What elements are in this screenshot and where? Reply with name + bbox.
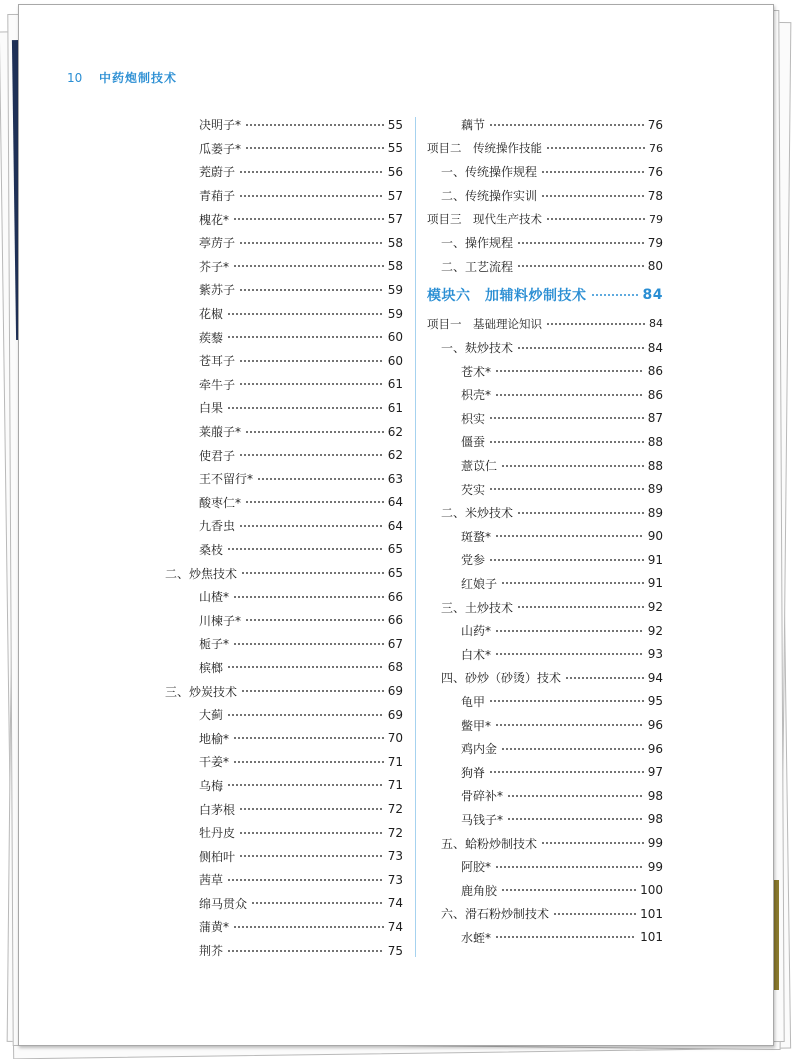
toc-entry-title: 项目三 现代生产技术 bbox=[427, 212, 542, 227]
toc-entry-title: 二、工艺流程 bbox=[441, 259, 514, 274]
toc-entry-page: 76 bbox=[649, 141, 663, 155]
toc-entry-page: 62 bbox=[387, 448, 403, 463]
toc-entry-title: 鳖甲* bbox=[461, 718, 492, 733]
toc-entry-page: 87 bbox=[647, 411, 663, 426]
toc-leader-dots bbox=[489, 124, 644, 126]
toc-entry-page: 86 bbox=[647, 387, 663, 402]
toc-leader-dots bbox=[227, 879, 384, 881]
toc-leader-dots bbox=[501, 889, 636, 891]
toc-entry-page: 99 bbox=[647, 836, 663, 851]
toc-page bbox=[18, 4, 774, 1046]
toc-entry-page: 88 bbox=[647, 434, 663, 449]
toc-leader-dots bbox=[239, 171, 384, 173]
toc-entry-title: 二、米炒技术 bbox=[441, 506, 514, 521]
toc-entry[interactable] bbox=[165, 278, 403, 302]
toc-entry[interactable] bbox=[165, 750, 403, 774]
toc-entry-page: 94 bbox=[647, 670, 663, 685]
toc-leader-dots bbox=[239, 454, 384, 456]
toc-entry-page: 98 bbox=[647, 812, 663, 827]
toc-leader-dots bbox=[501, 748, 644, 750]
toc-entry-page: 59 bbox=[387, 306, 403, 321]
toc-entry-title: 薏苡仁 bbox=[461, 459, 498, 474]
toc-entry-title: 栀子* bbox=[199, 637, 230, 652]
toc-entry[interactable] bbox=[427, 312, 663, 336]
toc-entry-title: 酸枣仁* bbox=[199, 495, 242, 510]
toc-entry-page: 65 bbox=[387, 566, 403, 581]
toc-entry-title: 一、操作规程 bbox=[441, 236, 514, 251]
toc-entry[interactable] bbox=[427, 666, 663, 690]
toc-entry-title: 干姜* bbox=[199, 755, 230, 770]
toc-entry[interactable] bbox=[427, 831, 663, 855]
toc-entry-title: 红娘子 bbox=[461, 576, 498, 591]
toc-leader-dots bbox=[517, 265, 644, 267]
toc-entry-page: 80 bbox=[647, 259, 663, 274]
toc-entry-page: 98 bbox=[647, 788, 663, 803]
toc-leader-dots bbox=[227, 336, 384, 338]
toc-entry[interactable] bbox=[427, 430, 663, 454]
toc-entry[interactable] bbox=[165, 491, 403, 515]
toc-entry[interactable] bbox=[427, 902, 663, 926]
toc-entry-page: 101 bbox=[640, 930, 663, 945]
toc-entry-page: 56 bbox=[387, 164, 403, 179]
toc-entry-page: 95 bbox=[647, 694, 663, 709]
toc-entry-page: 91 bbox=[647, 576, 663, 591]
toc-entry-title: 四、砂炒（砂烫）技术 bbox=[441, 671, 562, 686]
toc-entry-title: 白术* bbox=[461, 647, 492, 662]
toc-entry-title: 藕节 bbox=[461, 118, 486, 133]
toc-entry-page: 68 bbox=[387, 660, 403, 675]
toc-entry-title: 白茅根 bbox=[199, 802, 236, 817]
toc-entry-page: 76 bbox=[647, 117, 663, 132]
toc-leader-dots bbox=[245, 501, 384, 503]
toc-entry-page: 91 bbox=[647, 552, 663, 567]
toc-entry-title: 王不留行* bbox=[199, 472, 254, 487]
toc-entry-title: 山楂* bbox=[199, 590, 230, 605]
toc-entry[interactable] bbox=[427, 808, 663, 832]
toc-entry-page: 64 bbox=[387, 495, 403, 510]
toc-leader-dots bbox=[245, 124, 384, 126]
toc-entry-title: 鹿角胶 bbox=[461, 883, 498, 898]
toc-entry-title: 项目二 传统操作技能 bbox=[427, 141, 542, 156]
toc-entry[interactable] bbox=[427, 548, 663, 572]
toc-entry[interactable] bbox=[427, 572, 663, 596]
toc-entry-title: 紫苏子 bbox=[199, 283, 236, 298]
toc-entry-page: 69 bbox=[387, 684, 403, 699]
toc-leader-dots bbox=[245, 147, 384, 149]
toc-leader-dots bbox=[227, 313, 384, 315]
toc-entry-title: 茺蔚子 bbox=[199, 165, 236, 180]
toc-entry-page: 90 bbox=[647, 529, 663, 544]
toc-entry-title: 绵马贯众 bbox=[199, 896, 248, 911]
toc-entry-page: 59 bbox=[387, 282, 403, 297]
toc-entry[interactable] bbox=[165, 656, 403, 680]
toc-entry-title: 三、土炒技术 bbox=[441, 600, 514, 615]
toc-entry[interactable] bbox=[165, 325, 403, 349]
toc-leader-dots bbox=[553, 913, 636, 915]
toc-leader-dots bbox=[239, 289, 384, 291]
toc-entry[interactable] bbox=[165, 231, 403, 255]
toc-entry-page: 93 bbox=[647, 647, 663, 662]
toc-entry-title: 山药* bbox=[461, 624, 492, 639]
toc-entry-title: 苍耳子 bbox=[199, 354, 236, 369]
toc-entry[interactable] bbox=[165, 797, 403, 821]
toc-leader-dots bbox=[517, 606, 644, 608]
toc-entry-page: 92 bbox=[647, 600, 663, 615]
toc-leader-dots bbox=[501, 582, 644, 584]
toc-right-column bbox=[427, 113, 663, 949]
toc-entry-title: 苍术* bbox=[461, 364, 492, 379]
toc-leader-dots bbox=[489, 441, 644, 443]
toc-entry-page: 74 bbox=[387, 896, 403, 911]
toc-entry-page: 92 bbox=[647, 623, 663, 638]
toc-entry-title: 狗脊 bbox=[461, 765, 486, 780]
toc-leader-dots bbox=[591, 294, 639, 296]
toc-entry-title: 阿胶* bbox=[461, 860, 492, 875]
toc-entry[interactable] bbox=[165, 255, 403, 279]
toc-entry[interactable] bbox=[165, 939, 403, 963]
toc-entry[interactable] bbox=[165, 915, 403, 939]
toc-entry-title: 僵蚕 bbox=[461, 435, 486, 450]
toc-leader-dots bbox=[233, 761, 384, 763]
toc-entry-title: 一、传统操作规程 bbox=[441, 165, 538, 180]
toc-leader-dots bbox=[541, 171, 644, 173]
toc-leader-dots bbox=[239, 525, 384, 527]
toc-leader-dots bbox=[541, 195, 644, 197]
toc-entry[interactable] bbox=[427, 231, 663, 255]
toc-entry[interactable] bbox=[165, 679, 403, 703]
toc-entry-title: 蒲黄* bbox=[199, 920, 230, 935]
toc-entry-page: 61 bbox=[387, 377, 403, 392]
toc-entry[interactable] bbox=[165, 561, 403, 585]
toc-entry-page: 55 bbox=[387, 141, 403, 156]
toc-leader-dots bbox=[227, 784, 384, 786]
toc-entry[interactable] bbox=[165, 538, 403, 562]
toc-entry-title: 茜草 bbox=[199, 873, 224, 888]
toc-entry-page: 65 bbox=[387, 542, 403, 557]
toc-entry-page: 79 bbox=[647, 235, 663, 250]
toc-leader-dots bbox=[507, 795, 644, 797]
toc-entry-title: 模块六 加辅料炒制技术 bbox=[427, 288, 587, 305]
toc-entry-title: 党参 bbox=[461, 553, 486, 568]
toc-entry-page: 86 bbox=[647, 364, 663, 379]
toc-leader-dots bbox=[495, 936, 636, 938]
toc-entry-page: 78 bbox=[647, 188, 663, 203]
toc-entry-title: 乌梅 bbox=[199, 778, 224, 793]
toc-entry[interactable] bbox=[165, 160, 403, 184]
toc-entry-page: 60 bbox=[387, 353, 403, 368]
toc-entry-page: 64 bbox=[387, 518, 403, 533]
toc-leader-dots bbox=[245, 619, 384, 621]
toc-leader-dots bbox=[239, 195, 384, 197]
toc-entry-page: 67 bbox=[387, 636, 403, 651]
toc-entry-title: 荆芥 bbox=[199, 944, 224, 959]
toc-leader-dots bbox=[489, 559, 644, 561]
toc-entry-title: 牡丹皮 bbox=[199, 826, 236, 841]
toc-entry-title: 葶苈子 bbox=[199, 236, 236, 251]
toc-entry-title: 桑枝 bbox=[199, 542, 224, 557]
toc-entry-title: 侧柏叶 bbox=[199, 849, 236, 864]
toc-entry[interactable] bbox=[427, 926, 663, 950]
toc-entry-page: 89 bbox=[647, 505, 663, 520]
toc-leader-dots bbox=[541, 842, 644, 844]
toc-leader-dots bbox=[227, 666, 384, 668]
toc-entry-title: 使君子 bbox=[199, 448, 236, 463]
toc-entry-title: 青葙子 bbox=[199, 189, 236, 204]
toc-leader-dots bbox=[251, 902, 384, 904]
toc-entry[interactable] bbox=[165, 585, 403, 609]
toc-entry-page: 63 bbox=[387, 471, 403, 486]
toc-entry-page: 72 bbox=[387, 802, 403, 817]
toc-entry-page: 84 bbox=[642, 287, 663, 304]
toc-leader-dots bbox=[495, 724, 644, 726]
toc-entry-page: 66 bbox=[387, 613, 403, 628]
toc-entry-page: 99 bbox=[647, 859, 663, 874]
toc-leader-dots bbox=[239, 383, 384, 385]
column-divider bbox=[415, 117, 416, 957]
toc-entry[interactable] bbox=[427, 595, 663, 619]
toc-entry[interactable] bbox=[165, 514, 403, 538]
toc-entry-page: 100 bbox=[640, 883, 663, 898]
toc-entry-page: 73 bbox=[387, 849, 403, 864]
toc-leader-dots bbox=[257, 478, 384, 480]
toc-entry-page: 96 bbox=[647, 718, 663, 733]
toc-entry-title: 芡实 bbox=[461, 482, 486, 497]
toc-entry-page: 88 bbox=[647, 458, 663, 473]
toc-entry-title: 白果 bbox=[199, 401, 224, 416]
toc-entry-page: 70 bbox=[387, 731, 403, 746]
toc-entry[interactable] bbox=[165, 137, 403, 161]
toc-leader-dots bbox=[233, 643, 384, 645]
toc-entry[interactable] bbox=[165, 774, 403, 798]
toc-entry-title: 蒺藜 bbox=[199, 330, 224, 345]
toc-entry[interactable] bbox=[165, 207, 403, 231]
page-number: 10 bbox=[67, 71, 83, 85]
toc-entry[interactable] bbox=[427, 359, 663, 383]
toc-entry[interactable] bbox=[427, 137, 663, 161]
toc-entry-title: 枳实 bbox=[461, 411, 486, 426]
toc-entry[interactable] bbox=[427, 690, 663, 714]
toc-entry[interactable] bbox=[427, 477, 663, 501]
toc-entry-title: 骨碎补* bbox=[461, 789, 504, 804]
toc-leader-dots bbox=[233, 218, 384, 220]
toc-entry[interactable] bbox=[165, 608, 403, 632]
toc-entry-title: 水蛭* bbox=[461, 930, 492, 945]
toc-entry-title: 牵牛子 bbox=[199, 377, 236, 392]
toc-leader-dots bbox=[501, 465, 644, 467]
toc-entry-page: 84 bbox=[647, 340, 663, 355]
toc-leader-dots bbox=[241, 690, 384, 692]
toc-entry-title: 二、炒焦技术 bbox=[165, 566, 238, 581]
toc-entry-title: 五、蛤粉炒制技术 bbox=[441, 836, 538, 851]
toc-entry-title: 槟榔 bbox=[199, 660, 224, 675]
toc-entry[interactable] bbox=[427, 525, 663, 549]
toc-entry[interactable] bbox=[427, 184, 663, 208]
toc-entry[interactable] bbox=[165, 703, 403, 727]
toc-entry-page: 76 bbox=[647, 164, 663, 179]
toc-entry-page: 62 bbox=[387, 424, 403, 439]
toc-entry-page: 101 bbox=[640, 906, 663, 921]
toc-entry-title: 芥子* bbox=[199, 259, 230, 274]
toc-entry-page: 96 bbox=[647, 741, 663, 756]
toc-leader-dots bbox=[546, 147, 645, 149]
toc-entry-page: 75 bbox=[387, 943, 403, 958]
toc-leader-dots bbox=[517, 512, 644, 514]
toc-entry-page: 79 bbox=[649, 212, 663, 226]
toc-leader-dots bbox=[233, 737, 384, 739]
toc-entry[interactable] bbox=[165, 821, 403, 845]
toc-entry[interactable] bbox=[165, 892, 403, 916]
toc-entry-page: 60 bbox=[387, 330, 403, 345]
toc-entry-title: 一、麸炒技术 bbox=[441, 341, 514, 356]
toc-leader-dots bbox=[495, 370, 644, 372]
toc-leader-dots bbox=[489, 488, 644, 490]
toc-leader-dots bbox=[495, 653, 644, 655]
toc-entry-title: 马钱子* bbox=[461, 812, 504, 827]
toc-leader-dots bbox=[489, 771, 644, 773]
toc-entry[interactable] bbox=[165, 113, 403, 137]
toc-entry-page: 55 bbox=[387, 117, 403, 132]
toc-leader-dots bbox=[239, 242, 384, 244]
toc-entry[interactable] bbox=[165, 443, 403, 467]
toc-entry[interactable] bbox=[165, 726, 403, 750]
toc-entry-page: 66 bbox=[387, 589, 403, 604]
toc-left-column bbox=[165, 113, 403, 962]
toc-entry-title: 鸡内金 bbox=[461, 742, 498, 757]
toc-entry[interactable] bbox=[427, 207, 663, 231]
toc-entry[interactable] bbox=[427, 407, 663, 431]
toc-entry[interactable] bbox=[165, 302, 403, 326]
page-header bbox=[67, 69, 177, 86]
toc-entry[interactable] bbox=[165, 184, 403, 208]
toc-leader-dots bbox=[241, 572, 384, 574]
toc-leader-dots bbox=[239, 360, 384, 362]
toc-entry-title: 槐花* bbox=[199, 212, 230, 227]
toc-entry[interactable] bbox=[427, 336, 663, 360]
toc-entry[interactable] bbox=[427, 784, 663, 808]
toc-entry[interactable] bbox=[427, 160, 663, 184]
toc-entry-title: 项目一 基础理论知识 bbox=[427, 316, 542, 331]
toc-entry[interactable] bbox=[427, 713, 663, 737]
toc-entry-title: 莱菔子* bbox=[199, 425, 242, 440]
toc-entry[interactable] bbox=[427, 454, 663, 478]
toc-entry[interactable] bbox=[427, 255, 663, 279]
toc-leader-dots bbox=[546, 218, 645, 220]
toc-leader-dots bbox=[517, 242, 644, 244]
book-title: 中药炮制技术 bbox=[99, 71, 178, 85]
toc-entry-title: 六、滑石粉炒制技术 bbox=[441, 907, 550, 922]
toc-module-heading[interactable] bbox=[427, 278, 663, 312]
toc-entry-title: 二、传统操作实训 bbox=[441, 189, 538, 204]
toc-leader-dots bbox=[227, 548, 384, 550]
toc-leader-dots bbox=[565, 677, 644, 679]
toc-entry-page: 58 bbox=[387, 235, 403, 250]
toc-entry[interactable] bbox=[165, 420, 403, 444]
toc-leader-dots bbox=[227, 714, 384, 716]
toc-entry[interactable] bbox=[427, 619, 663, 643]
toc-leader-dots bbox=[495, 394, 644, 396]
toc-entry[interactable] bbox=[427, 855, 663, 879]
toc-entry[interactable] bbox=[427, 878, 663, 902]
toc-entry-page: 57 bbox=[387, 212, 403, 227]
toc-entry-title: 枳壳* bbox=[461, 388, 492, 403]
toc-entry-title: 大蓟 bbox=[199, 708, 224, 723]
toc-entry[interactable] bbox=[427, 642, 663, 666]
toc-entry[interactable] bbox=[165, 373, 403, 397]
toc-leader-dots bbox=[233, 926, 384, 928]
toc-entry[interactable] bbox=[427, 501, 663, 525]
toc-entry[interactable] bbox=[165, 868, 403, 892]
toc-leader-dots bbox=[233, 265, 384, 267]
toc-entry[interactable] bbox=[165, 349, 403, 373]
toc-entry-page: 72 bbox=[387, 825, 403, 840]
toc-entry[interactable] bbox=[427, 760, 663, 784]
toc-leader-dots bbox=[546, 323, 645, 325]
toc-leader-dots bbox=[495, 535, 644, 537]
toc-leader-dots bbox=[507, 818, 644, 820]
toc-leader-dots bbox=[495, 866, 644, 868]
toc-leader-dots bbox=[517, 347, 644, 349]
toc-entry-page: 57 bbox=[387, 188, 403, 203]
toc-entry-page: 71 bbox=[387, 778, 403, 793]
toc-entry-title: 龟甲 bbox=[461, 694, 486, 709]
toc-entry[interactable] bbox=[427, 113, 663, 137]
toc-entry-page: 89 bbox=[647, 482, 663, 497]
toc-entry[interactable] bbox=[165, 844, 403, 868]
toc-entry[interactable] bbox=[165, 632, 403, 656]
toc-entry-title: 斑蝥* bbox=[461, 529, 492, 544]
toc-entry-page: 84 bbox=[649, 317, 663, 331]
toc-leader-dots bbox=[239, 832, 384, 834]
toc-leader-dots bbox=[227, 407, 384, 409]
toc-leader-dots bbox=[227, 950, 384, 952]
toc-leader-dots bbox=[495, 630, 644, 632]
toc-entry[interactable] bbox=[427, 737, 663, 761]
toc-entry-page: 73 bbox=[387, 872, 403, 887]
toc-leader-dots bbox=[239, 808, 384, 810]
toc-entry-page: 71 bbox=[387, 754, 403, 769]
toc-leader-dots bbox=[489, 700, 644, 702]
toc-leader-dots bbox=[245, 431, 384, 433]
toc-entry-title: 决明子* bbox=[199, 118, 242, 133]
toc-entry-title: 地榆* bbox=[199, 731, 230, 746]
toc-entry-title: 瓜蒌子* bbox=[199, 141, 242, 156]
toc-entry-title: 花椒 bbox=[199, 307, 224, 322]
toc-entry-page: 58 bbox=[387, 259, 403, 274]
toc-entry[interactable] bbox=[165, 467, 403, 491]
toc-entry-title: 九香虫 bbox=[199, 519, 236, 534]
toc-entry-page: 97 bbox=[647, 765, 663, 780]
toc-entry-page: 69 bbox=[387, 707, 403, 722]
toc-entry-title: 川楝子* bbox=[199, 613, 242, 628]
toc-entry-page: 61 bbox=[387, 400, 403, 415]
toc-entry[interactable] bbox=[165, 396, 403, 420]
toc-entry[interactable] bbox=[427, 383, 663, 407]
toc-leader-dots bbox=[489, 417, 644, 419]
toc-leader-dots bbox=[239, 855, 384, 857]
toc-entry-title: 三、炒炭技术 bbox=[165, 684, 238, 699]
toc-leader-dots bbox=[233, 596, 384, 598]
toc-entry-page: 74 bbox=[387, 919, 403, 934]
